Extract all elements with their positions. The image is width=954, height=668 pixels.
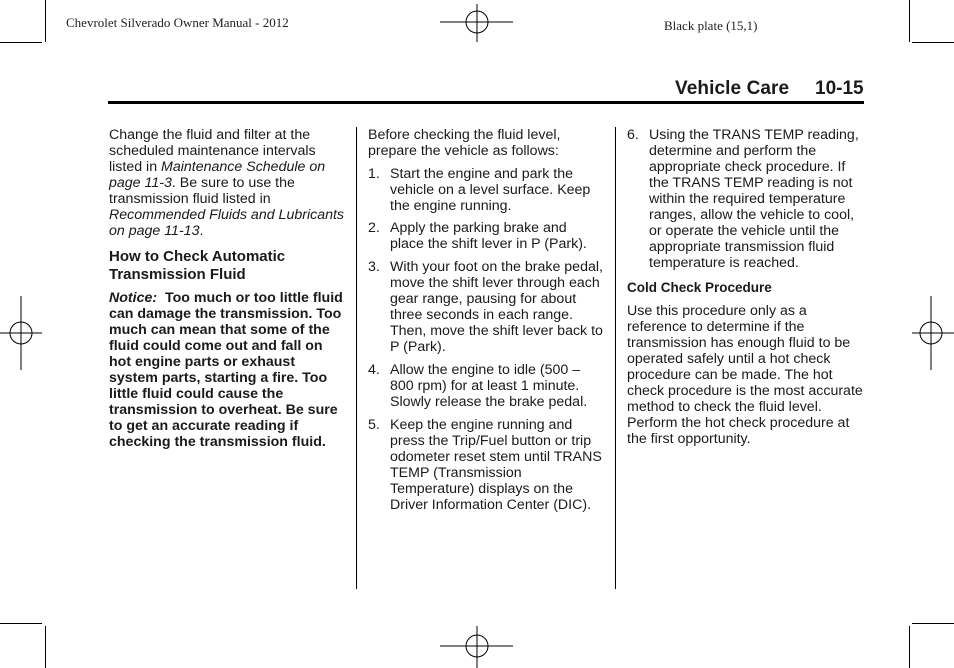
list-item: 1. Start the engine and park the vehicle on a level surface. Keep the engine running.: [368, 166, 591, 214]
cold-check-paragraph: Use this procedure only as a reference to determine if the transmission has enough fluid to be operated safely until a hot check procedure can be made. The hot check procedure is the most accurate method to check the fluid level. Perform the hot check procedure at the first opportunity.: [627, 303, 863, 447]
column-divider: [356, 127, 357, 589]
list-item: 2. Apply the parking brake and place the shift lever in P (Park).: [368, 220, 587, 252]
crop-mark: [909, 626, 910, 668]
crop-mark: [45, 626, 46, 668]
registration-mark-top: [440, 4, 515, 44]
list-item: 4. Allow the engine to idle (500 – 800 rpm) for at least 1 minute. Slowly release the brake pedal.: [368, 362, 588, 410]
list-item: 6. Using the TRANS TEMP reading, determine and perform the appropriate check procedure. If the TRANS TEMP reading is not within the required temperature ranges, allow the vehicle to cool, or operate the vehicle until the appropriate transmission fluid temperature is reached.: [627, 127, 859, 271]
crop-mark: [912, 623, 954, 624]
section-title: Vehicle Care: [675, 78, 790, 99]
notice-paragraph: [109, 290, 345, 450]
notice-label: Notice:: [109, 290, 158, 306]
plate-label: Black plate (15,1): [664, 18, 758, 33]
page-number: 10-15: [815, 78, 864, 99]
registration-mark-right: [910, 296, 954, 372]
intro-paragraph: Change the fluid and filter at the scheduled maintenance intervals listed in Maintenance Schedule on page 11-3. Be sure to use the transmission fluid listed in Recommended Fluids and Lubricants on page 11-13.: [109, 127, 345, 239]
header-rule: [108, 101, 864, 104]
crop-mark: [0, 623, 42, 624]
list-item: 5. Keep the engine running and press the Trip/Fuel button or trip odometer reset stem until TRANS TEMP (Transmission Temperature) displays on the Driver Information Center (DIC).: [368, 417, 602, 513]
column-3: [627, 127, 863, 447]
prep-intro: Before checking the fluid level, prepare the vehicle as follows:: [368, 127, 561, 159]
registration-mark-bottom: [440, 624, 515, 668]
crop-mark: [909, 0, 910, 42]
subsection-heading: Cold Check Procedure: [627, 280, 772, 295]
crop-mark: [45, 0, 46, 42]
column-1: [109, 127, 345, 450]
column-divider: [615, 127, 616, 589]
crop-mark: [0, 42, 42, 43]
manual-title: Chevrolet Silverado Owner Manual - 2012: [66, 15, 289, 30]
notice-text: Too much or too little fluid can damage the transmission. Too much can mean that some of the fluid could come out and fall on hot engine parts or exhaust system parts, starting a fire. Too little fluid could cause the transmission to overheat. Be sure to get an accurate reading if checking the transmission fluid.: [109, 290, 343, 450]
column-2: [368, 127, 604, 513]
list-item: 3. With your foot on the brake pedal, move the shift lever through each gear range, pausing for about three seconds in each range. Then, move the shift lever back to P (Park).: [368, 259, 603, 355]
crop-mark: [912, 42, 954, 43]
cross-reference[interactable]: Maintenance Schedule on page 11-3: [109, 159, 326, 191]
cross-reference[interactable]: Recommended Fluids and Lubricants on page 11-13: [109, 207, 345, 239]
section-heading: How to Check Automatic Transmission Fluid: [109, 248, 286, 283]
registration-mark-left: [0, 296, 44, 372]
